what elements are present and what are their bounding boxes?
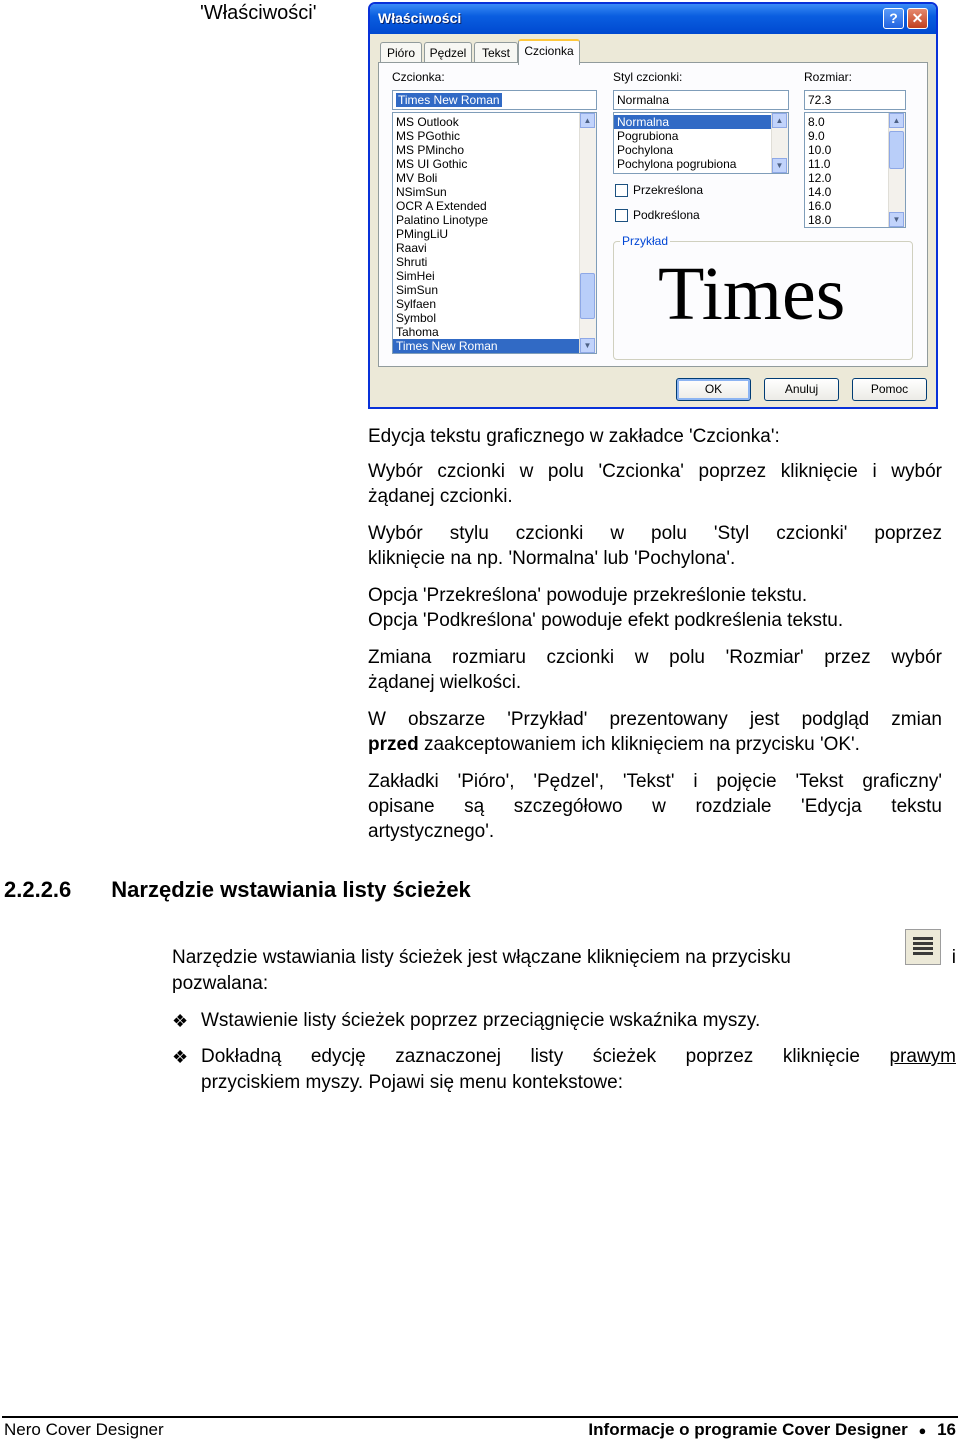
text-line: Zakładki 'Pióro', 'Pędzel', 'Tekst' i pojęcie 'Tekst graficzny' [368,771,942,792]
list-item[interactable]: PMingLiU [396,227,449,241]
dialog-title: Właściwości [378,10,462,26]
list-item[interactable]: MS Outlook [396,115,459,129]
list-icon [906,930,940,964]
paragraph [368,424,942,449]
text-line: Edycja tekstu graficznego w zakładce 'Czcionka': [368,426,780,447]
ok-button[interactable]: OK [676,378,751,401]
text-span: zaakceptowaniem ich kliknięciem na przycisku 'OK'. [418,734,860,755]
font-list[interactable] [392,112,597,354]
text-line: Zmiana rozmiaru czcionki w polu 'Rozmiar' przez wybór [368,647,942,668]
list-item[interactable]: Symbol [396,311,437,325]
scroll-down-icon[interactable]: ▼ [772,158,787,173]
footer-left: Nero Cover Designer [4,1420,164,1439]
checkbox-box[interactable] [615,184,628,197]
scroll-down-icon[interactable]: ▼ [580,338,595,353]
list-item[interactable]: SimSun [396,283,439,297]
style-field[interactable]: Normalna [613,90,789,110]
path-list-tool-button[interactable] [905,929,941,965]
text-line: kliknięcie na np. 'Normalna' lub 'Pochylona'. [368,548,736,569]
underline-label: Podkreślona [633,208,700,222]
list-item[interactable]: 8.0 [808,115,825,129]
list-item[interactable]: SimHei [396,269,435,283]
preview-text: Times [658,252,846,336]
list-item[interactable]: Raavi [396,241,427,255]
properties-dialog [368,2,938,409]
underlined-word: prawym [889,1046,956,1067]
font-label: Czcionka: [392,70,445,84]
cancel-button[interactable]: Anuluj [764,378,839,401]
section-number: 2.2.2.6 [4,877,72,902]
text-line [368,732,942,757]
scroll-thumb[interactable] [889,131,904,169]
text-line: Opcja 'Podkreślona' powoduje efekt podkreślenia tekstu. [368,610,844,631]
page-number: 16 [937,1420,956,1439]
bold-word: przed [368,734,419,755]
list-item[interactable]: Pochylona [617,143,674,157]
bullet-diamond-icon: ❖ [172,1047,189,1067]
list-item[interactable]: 16.0 [808,199,832,213]
text-line: Wybór czcionki w polu 'Czcionka' poprzez kliknięcie i wybór [368,461,942,482]
underline-checkbox[interactable] [615,208,700,222]
section-heading [4,877,471,903]
text-span: Dokładną edycję zaznaczonej listy ścieżek poprzez kliknięcie [201,1046,860,1067]
list-item[interactable]: NSimSun [396,185,447,199]
list-item[interactable]: 9.0 [808,129,825,143]
list-item[interactable]: 11.0 [808,157,831,171]
text-line: Opcja 'Przekreślona' powoduje przekreślonie tekstu. [368,585,808,606]
font-list-scrollbar[interactable] [579,113,596,353]
list-item[interactable]: 12.0 [808,171,832,185]
help-title-button[interactable]: ? [883,8,904,29]
text-line: opisane są szczegółowo w rozdziale 'Edycja tekstu [368,796,942,817]
title-bar[interactable] [370,4,936,34]
list-item[interactable]: Tahoma [396,325,439,339]
size-list-scrollbar[interactable] [888,113,905,227]
strike-label: Przekreślona [633,183,704,197]
scroll-thumb[interactable] [580,273,595,319]
text-line: żądanej czcionki. [368,486,513,507]
intro-paragraph [172,945,956,997]
footer-title: Informacje o programie Cover Designer [588,1420,908,1439]
text-line: żądanej wielkości. [368,672,522,693]
style-list-scrollbar[interactable] [771,113,788,173]
style-list[interactable] [613,112,789,174]
paragraph [368,583,942,633]
scroll-down-icon[interactable]: ▼ [889,212,904,227]
footer-rule [2,1416,958,1418]
paragraph [368,459,942,509]
size-field[interactable]: 72.3 [804,90,906,110]
style-label: Styl czcionki: [613,70,683,84]
text-line: pozwalana: [172,973,269,994]
help-button[interactable]: Pomoc [852,378,927,401]
scroll-up-icon[interactable]: ▲ [889,113,904,128]
scroll-up-icon[interactable]: ▲ [580,113,595,128]
bullet-text [201,1044,956,1096]
size-label: Rozmiar: [804,70,853,84]
close-button[interactable]: ✕ [907,8,928,29]
list-item[interactable]: Pogrubiona [617,129,679,143]
intro-line1: Narzędzie wstawiania listy ścieżek jest włączane kliknięciem na przycisku [172,947,791,968]
list-item[interactable]: MS PGothic [396,129,461,143]
tab-pioro[interactable]: Pióro [380,42,422,63]
bullet-item [172,1008,956,1034]
checkbox-box[interactable] [615,209,628,222]
text-line: Wybór stylu czcionki w polu 'Styl czcionki' poprzez [368,523,942,544]
strike-checkbox[interactable] [615,183,703,197]
font-field[interactable] [392,90,597,110]
bullet-diamond-icon: ❖ [172,1011,189,1031]
section-title: Narzędzie wstawiania listy ścieżek [111,877,471,902]
tab-tekst[interactable]: Tekst [474,42,518,63]
list-item-selected[interactable]: Normalna [614,115,772,129]
text-line [172,945,956,971]
paragraph [368,769,942,844]
list-item[interactable]: MV Boli [396,171,438,185]
text-line: W obszarze 'Przykład' prezentowany jest podgląd zmian [368,709,942,730]
footer-right [588,1420,956,1440]
list-item[interactable]: Sylfaen [396,297,437,311]
list-item[interactable]: OCR A Extended [396,199,487,213]
bullet-text: Wstawienie listy ścieżek poprzez przeciągnięcie wskaźnika myszy. [201,1010,761,1031]
paragraph [368,707,942,757]
tab-czcionka[interactable]: Czcionka [518,39,580,65]
list-item[interactable]: MS PMincho [396,143,465,157]
list-item[interactable]: 10.0 [808,143,832,157]
list-item[interactable]: MS UI Gothic [396,157,468,171]
list-item[interactable]: 14.0 [808,185,832,199]
text-line: artystycznego'. [368,821,495,842]
font-field-value: Times New Roman [398,93,500,107]
paragraph [368,645,942,695]
bullet-item [172,1044,956,1096]
tab-pedzel[interactable]: Pędzel [424,42,472,63]
preview-label: Przykład [622,234,669,248]
scroll-up-icon[interactable]: ▲ [772,113,787,128]
list-item[interactable]: Shruti [396,255,428,269]
text-line: przyciskiem myszy. Pojawi się menu kontekstowe: [201,1072,623,1093]
list-item[interactable]: Palatino Linotype [396,213,489,227]
paragraph [368,521,942,571]
list-item-selected[interactable]: Times New Roman [393,339,580,353]
list-item[interactable]: 18.0 [808,213,832,227]
size-list[interactable] [804,112,906,228]
text-line [201,1044,956,1070]
list-item[interactable]: Pochylona pogrubiona [617,157,737,171]
side-label: 'Właściwości' [200,2,317,24]
intro-trailing: i [951,947,956,968]
footer-separator-icon: ● [918,1423,927,1438]
